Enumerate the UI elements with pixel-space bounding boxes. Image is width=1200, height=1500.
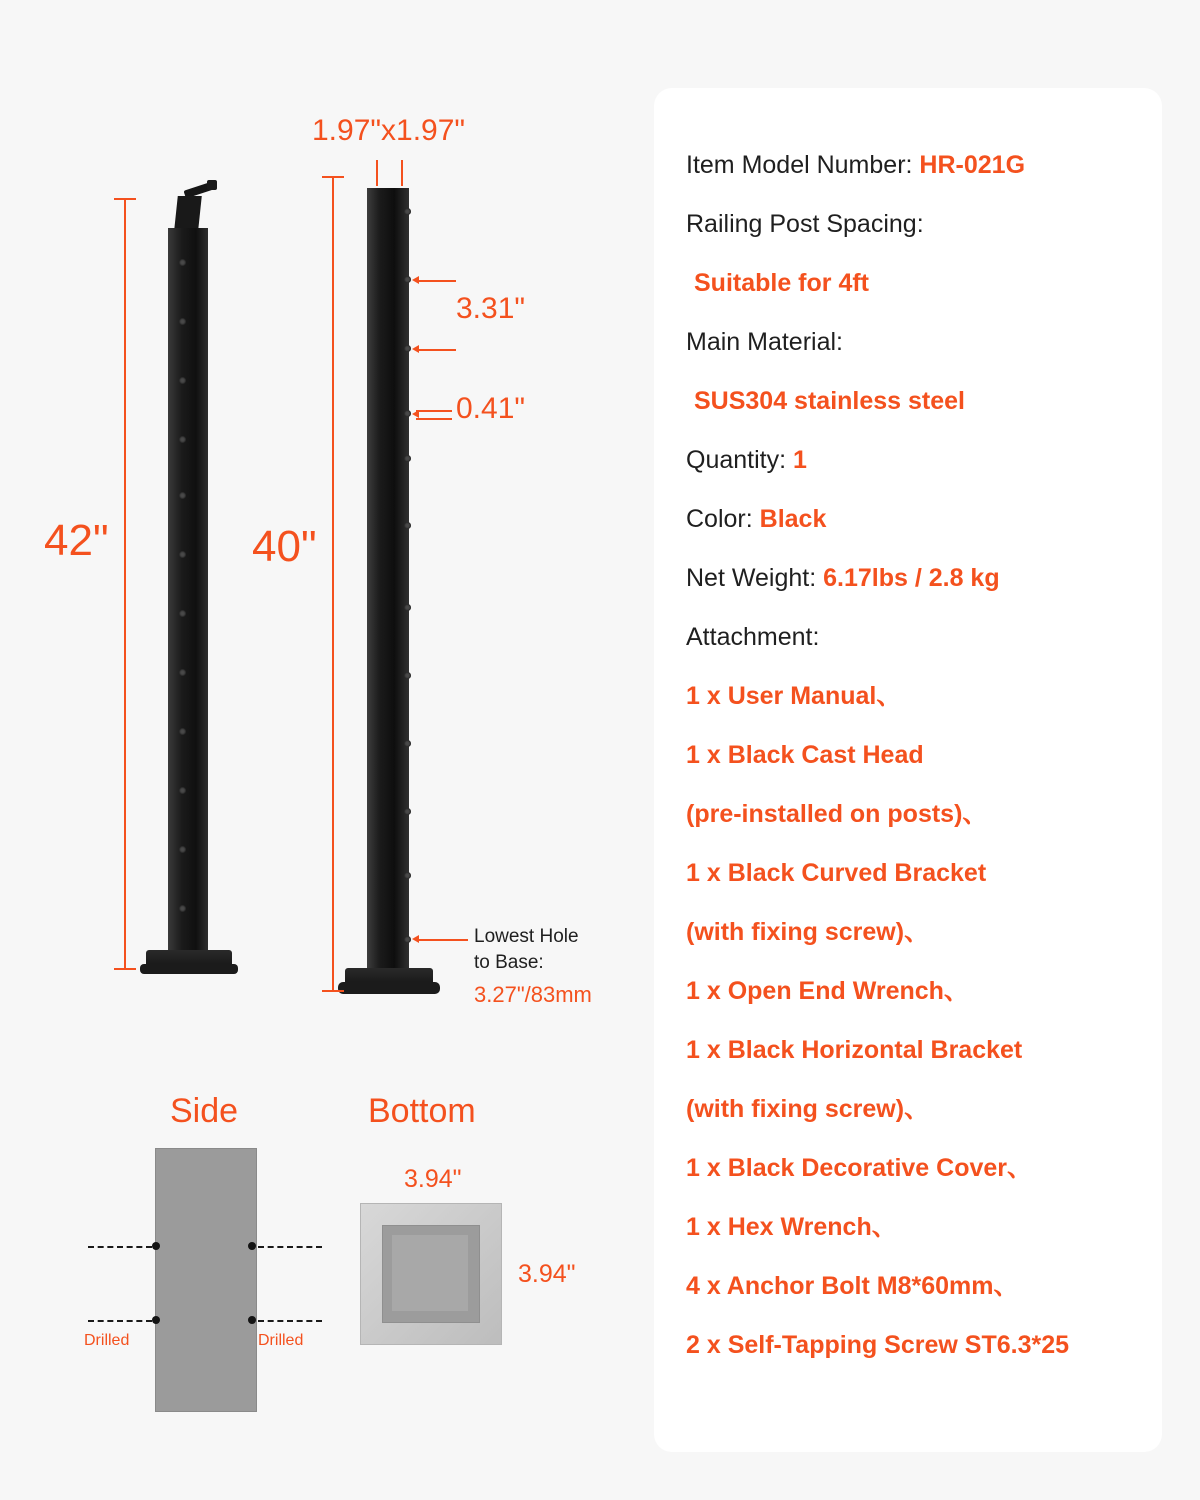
- spec-value-color: Black: [759, 505, 827, 533]
- side-view-post: [155, 1148, 257, 1412]
- bottom-view-base-inner: [392, 1235, 468, 1311]
- hole-size-label: 0.41": [456, 392, 526, 425]
- post-42-cast-head-tip: [207, 180, 217, 190]
- post-42-height-label: 42": [44, 516, 109, 565]
- hole-spacing-label: 3.31": [456, 292, 526, 325]
- attachment-item: 1 x Black Curved Bracket: [686, 859, 987, 887]
- attachment-item: (with fixing screw)、: [686, 918, 930, 946]
- post-40-width-label: 1.97"x1.97": [312, 114, 466, 147]
- spec-label-model: Item Model Number:: [686, 151, 920, 179]
- post-40-hole: [404, 522, 411, 529]
- spec-label-material: Main Material:: [686, 328, 843, 356]
- side-view-dash-right-bottom: [258, 1320, 322, 1322]
- hole-size-leader-bottom: [416, 418, 452, 420]
- post-40-width-tick-left: [376, 160, 378, 186]
- hole-size-leader-top: [416, 410, 452, 412]
- side-view-title: Side: [170, 1092, 239, 1130]
- spec-row-attachment-label: [686, 608, 1136, 667]
- post-42-dimension-line: [124, 198, 126, 970]
- spacing-leader-lower: [416, 349, 456, 351]
- spec-label-spacing: Railing Post Spacing:: [686, 210, 924, 238]
- post-42-hole: [179, 492, 186, 499]
- side-view-hole-bottom-right: [248, 1316, 256, 1324]
- post-40-dimension-cap-bottom: [322, 990, 344, 992]
- post-40-hole: [404, 740, 411, 747]
- spec-value-weight: 6.17lbs / 2.8 kg: [823, 564, 1000, 592]
- side-view-dash-right-top: [258, 1246, 322, 1248]
- post-42-hole: [179, 669, 186, 676]
- post-40-base-lip: [338, 982, 440, 994]
- specification-panel: [654, 88, 1162, 1452]
- post-42-hole: [179, 846, 186, 853]
- lowest-hole-label-line2: to Base:: [474, 952, 544, 973]
- post-40-hole: [404, 936, 411, 943]
- attachment-item: 1 x Black Cast Head: [686, 741, 924, 769]
- lowest-hole-leader-arrow: [412, 935, 419, 943]
- side-view-dash-left-bottom: [88, 1320, 152, 1322]
- post-40-body: [367, 188, 409, 976]
- attachment-item: 1 x Black Horizontal Bracket: [686, 1036, 1023, 1064]
- attachment-item: 1 x Black Decorative Cover、: [686, 1154, 1033, 1182]
- post-42-body: [168, 228, 208, 958]
- bottom-view-height-label: 3.94": [518, 1260, 576, 1288]
- spec-row-quantity: [686, 431, 1136, 490]
- post-42-base-lip: [140, 964, 238, 974]
- spec-label-color: Color:: [686, 505, 760, 533]
- lowest-hole-label-line1: Lowest Hole: [474, 926, 579, 947]
- post-42-hole: [179, 610, 186, 617]
- spec-row-weight: [686, 549, 1136, 608]
- post-40-hole: [404, 276, 411, 283]
- bottom-view-title: Bottom: [368, 1092, 476, 1130]
- post-42-hole: [179, 551, 186, 558]
- spec-label-attachment: Attachment:: [686, 623, 820, 651]
- post-40-hole: [404, 345, 411, 352]
- post-40-dimension-line: [332, 176, 334, 992]
- attachment-item: 1 x User Manual、: [686, 682, 902, 710]
- post-42-dimension-cap-top: [114, 198, 136, 200]
- spec-row-material-label: [686, 313, 1136, 372]
- spacing-leader-lower-arrow: [412, 345, 419, 353]
- spec-label-quantity: Quantity:: [686, 446, 793, 474]
- attachment-item: 2 x Self-Tapping Screw ST6.3*25: [686, 1331, 1070, 1359]
- post-40-width-tick-right: [401, 160, 403, 186]
- lowest-hole-value: 3.27"/83mm: [474, 982, 592, 1007]
- post-42-hole: [179, 905, 186, 912]
- post-40-hole: [404, 872, 411, 879]
- bottom-view-width-label: 3.94": [404, 1165, 462, 1193]
- post-40-hole: [404, 455, 411, 462]
- post-40-hole: [404, 208, 411, 215]
- post-42-hole: [179, 377, 186, 384]
- spec-row-spacing-label: [686, 195, 1136, 254]
- post-42-hole: [179, 436, 186, 443]
- side-view-dash-left-top: [88, 1246, 152, 1248]
- spacing-leader-upper-arrow: [412, 276, 419, 284]
- specification-list: [686, 136, 1136, 1375]
- spec-value-model: HR-021G: [919, 151, 1026, 179]
- attachment-item: 1 x Open End Wrench、: [686, 977, 969, 1005]
- side-view-hole-bottom-left: [152, 1316, 160, 1324]
- post-42-dimension-cap-bottom: [114, 968, 136, 970]
- spec-label-weight: Net Weight:: [686, 564, 824, 592]
- post-42-cast-head: [174, 196, 202, 230]
- attachment-item: 4 x Anchor Bolt M8*60mm、: [686, 1272, 1019, 1300]
- post-42-hole: [179, 259, 186, 266]
- spec-row-color: [686, 490, 1136, 549]
- post-40-hole: [404, 808, 411, 815]
- attachment-item: 1 x Hex Wrench、: [686, 1213, 897, 1241]
- post-40-hole: [404, 672, 411, 679]
- attachment-item: (pre-installed on posts)、: [686, 800, 988, 828]
- post-40-hole: [404, 410, 411, 417]
- spec-row-spacing-value: Suitable for 4ft: [694, 269, 870, 297]
- post-42-hole: [179, 728, 186, 735]
- spec-row-model: [686, 136, 1136, 195]
- spec-value-quantity: 1: [793, 446, 807, 474]
- post-42-hole: [179, 318, 186, 325]
- spec-row-material-value: SUS304 stainless steel: [694, 387, 965, 415]
- hole-size-leader-arrow: [412, 410, 419, 418]
- side-view-hole-top-right: [248, 1242, 256, 1250]
- post-40-dimension-cap-top: [322, 176, 344, 178]
- lowest-hole-leader: [416, 939, 468, 941]
- post-40-height-label: 40": [252, 522, 317, 571]
- side-view-drilled-left: Drilled: [84, 1332, 130, 1349]
- side-view-hole-top-left: [152, 1242, 160, 1250]
- spacing-leader-upper: [416, 280, 456, 282]
- attachment-item: (with fixing screw)、: [686, 1095, 930, 1123]
- post-40-hole: [404, 604, 411, 611]
- side-view-drilled-right: Drilled: [258, 1332, 304, 1349]
- post-42-hole: [179, 787, 186, 794]
